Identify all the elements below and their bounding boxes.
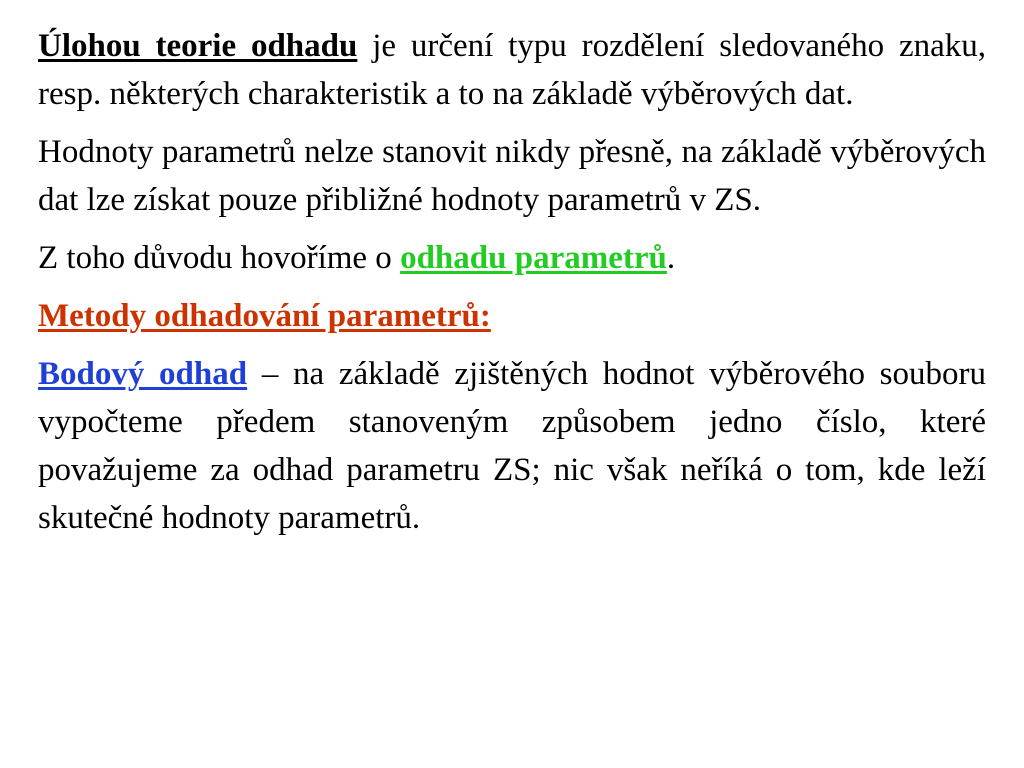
- paragraph-parameter-values: [38, 128, 986, 224]
- paragraph-point-estimate: [38, 350, 986, 542]
- paragraph-text: – na základě zjištěných hodnot výběrového souboru vypočteme předem stanoveným způsobem jedno číslo, které považujeme za odhad parametru ZS; nic však neříká o tom, kde leží skutečné hodnoty parametrů.: [38, 356, 986, 536]
- term-estimation-theory: Úlohou teorie odhadu: [38, 28, 358, 64]
- heading-methods: Metody odhadování parametrů:: [38, 298, 491, 334]
- paragraph-text: je určení typu rozdělení sledovaného znaku, resp. některých charakteristik a to na základě výběrových dat.: [38, 28, 987, 112]
- paragraph-text: .: [666, 240, 676, 276]
- paragraph-parameter-estimation: [38, 234, 986, 282]
- term-point-estimate: Bodový odhad: [38, 356, 248, 392]
- section-heading-methods: [38, 292, 986, 340]
- paragraph-task-of-estimation-theory: [38, 22, 986, 118]
- term-parameter-estimation: odhadu parametrů: [400, 240, 667, 276]
- paragraph-text: Z toho důvodu hovoříme o: [38, 240, 401, 276]
- paragraph-text: Hodnoty parametrů nelze stanovit nikdy přesně, na základě výběrových dat lze získat pouze přibližné hodnoty parametrů v ZS.: [38, 134, 986, 218]
